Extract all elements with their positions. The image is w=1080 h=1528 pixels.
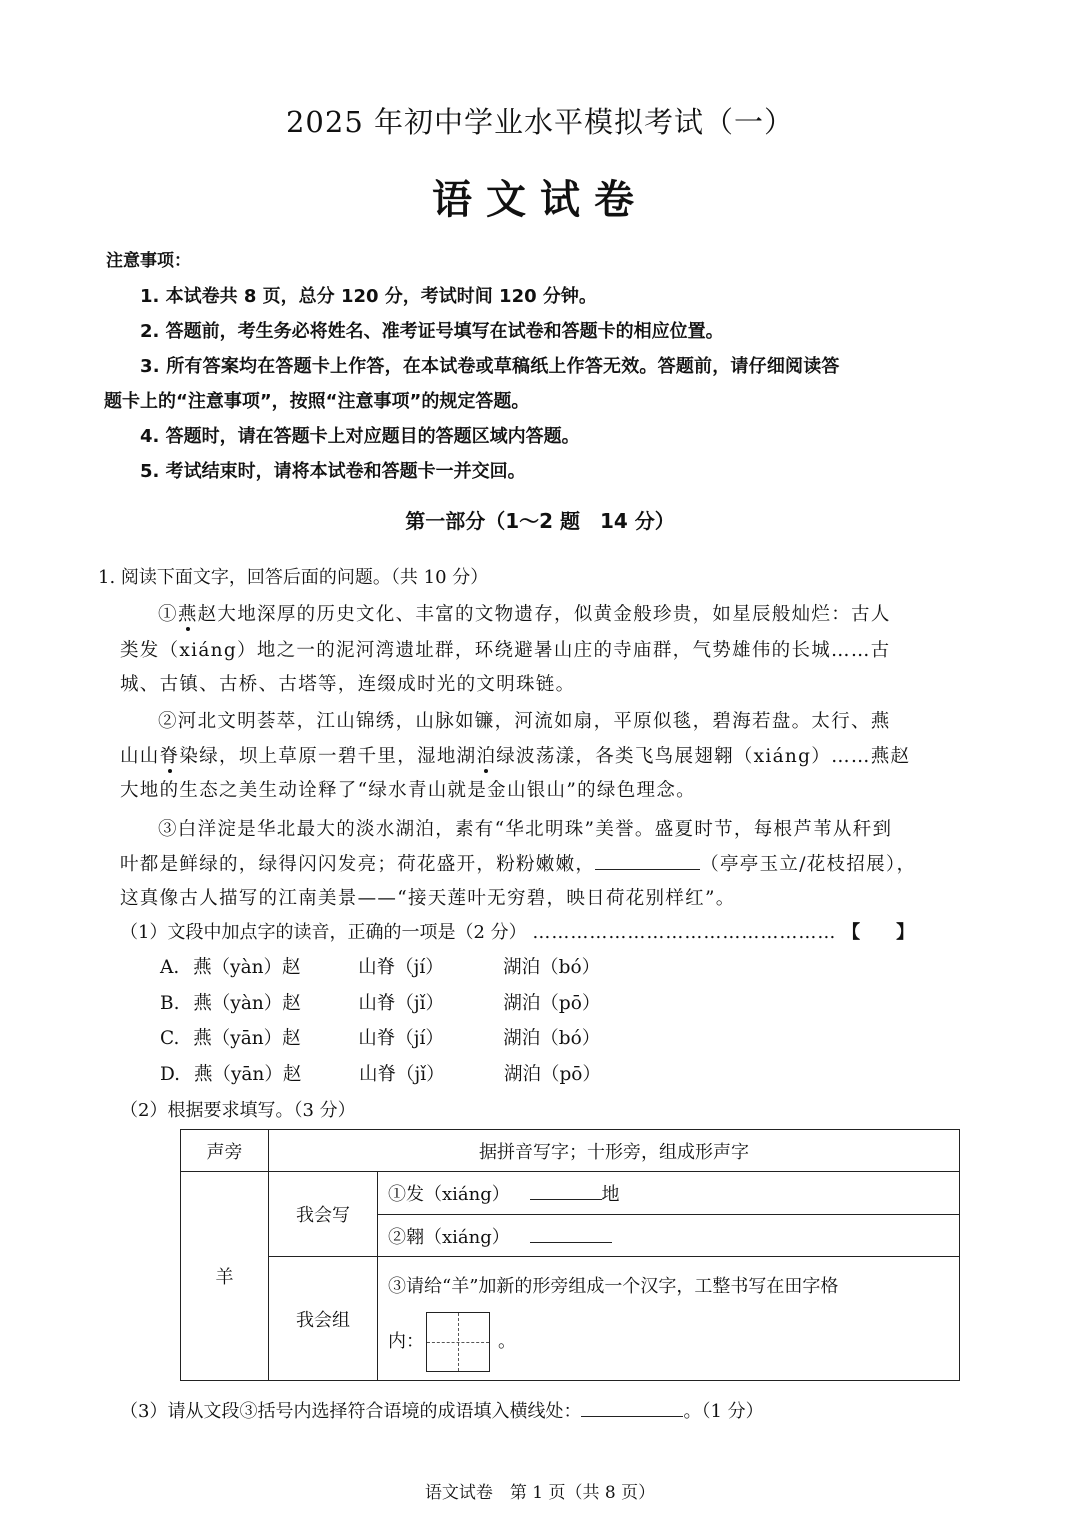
write-cell-1 — [378, 1172, 960, 1215]
option-c[interactable] — [160, 1024, 600, 1050]
option-choice: 燕（yàn）赵 — [193, 957, 301, 978]
answer-blank[interactable] — [530, 1199, 602, 1200]
passage-line: 类发（xiáng）地之一的泥河湾遗址群，环绕避暑山庄的寺庙群，气势雄伟的长城……古 — [120, 640, 891, 661]
passage-line — [120, 742, 910, 768]
option-choice: 湖泊（bó） — [503, 957, 601, 978]
dot-leader: ………………………………………… — [532, 922, 837, 943]
notice-item: 5. 考试结束时，请将本试卷和答题卡一并交回。 — [140, 461, 526, 482]
option-choice: 燕（yān）赵 — [193, 1064, 302, 1085]
option-label: D. — [160, 1064, 181, 1085]
passage-text: 染绿，坝上草原一碧千里，湿地湖 — [179, 746, 477, 767]
subquestion-text: 。（1 分） — [683, 1401, 764, 1422]
subquestion-3-stem — [120, 1397, 764, 1423]
notice-item: 1. 本试卷共 8 页，总分 120 分，考试时间 120 分钟。 — [140, 286, 597, 307]
question-1-stem: 1. 阅读下面文字，回答后面的问题。（共 10 分） — [98, 567, 489, 588]
answer-blank[interactable] — [530, 1242, 612, 1243]
passage-line — [120, 850, 916, 876]
notice-item: 2. 答题前，考生务必将姓名、准考证号填写在试卷和答题卡的相应位置。 — [140, 321, 724, 342]
dotted-char: 燕 — [177, 604, 198, 625]
option-choice: 山脊（jí） — [358, 1028, 444, 1049]
option-b[interactable] — [160, 989, 600, 1015]
option-choice: 山脊（jǐ） — [358, 993, 445, 1014]
notice-item: 4. 答题时，请在答题卡上对应题目的答题区域内答题。 — [140, 426, 580, 447]
prompt-text: ③请给“羊”加新的形旁组成一个汉字，工整书写在田字格 — [388, 1275, 839, 1297]
subquestion-2-stem: （2）根据要求填写。（3 分） — [120, 1100, 356, 1121]
passage-text: 山山 — [120, 746, 160, 767]
compose-cell — [378, 1257, 960, 1381]
option-choice: 燕（yān）赵 — [193, 1028, 301, 1049]
prompt-text: ②翱（xiáng） — [388, 1226, 510, 1248]
subquestion-text: （3）请从文段③括号内选择符合语境的成语填入横线处： — [120, 1401, 582, 1422]
option-choice: 燕（yàn）赵 — [193, 993, 301, 1014]
answer-bracket[interactable]: 【 】 — [842, 922, 915, 943]
passage-line — [158, 600, 891, 626]
subquestion-1-stem — [120, 918, 914, 944]
answer-blank[interactable] — [581, 1416, 683, 1417]
prompt-text: 地 — [601, 1184, 620, 1205]
option-label: C. — [160, 1028, 180, 1049]
option-choice: 湖泊（bó） — [503, 1028, 601, 1049]
passage-text: （亭亭玉立/花枝招展）， — [700, 854, 917, 875]
option-d[interactable] — [160, 1060, 601, 1086]
dotted-char: 泊 — [476, 746, 497, 767]
notice-item: 3. 所有答案均在答题卡上作答，在本试卷或草稿纸上作答无效。答题前，请仔细阅读答 — [140, 356, 840, 377]
table-header: 据拼音写字；十形旁，组成形声字 — [269, 1130, 960, 1172]
answer-blank[interactable] — [595, 869, 700, 870]
passage-text: ① — [158, 604, 178, 625]
write-cell-2 — [378, 1215, 960, 1257]
tianzige-grid[interactable] — [426, 1312, 490, 1372]
passage-line: ③白洋淀是华北最大的淡水湖泊，素有“华北明珠”美誉。盛夏时节，每根芦苇从秆到 — [158, 819, 893, 840]
option-label: B. — [160, 993, 180, 1014]
row-label: 我会组 — [269, 1257, 378, 1381]
passage-line: 城、古镇、古桥、古塔等，连缀成时光的文明珠链。 — [120, 674, 576, 695]
subquestion-text: （1）文段中加点字的读音，正确的一项是（2 分） — [120, 922, 527, 943]
subject-title: 语文试卷 — [432, 177, 648, 223]
character-table — [180, 1129, 960, 1381]
notice-heading: 注意事项： — [106, 251, 191, 271]
table-header: 声旁 — [181, 1130, 269, 1172]
exam-title: 2025 年初中学业水平模拟考试（一） — [285, 105, 795, 139]
notice-item: 题卡上的“注意事项”，按照“注意事项”的规定答题。 — [104, 391, 530, 412]
passage-line: 这真像古人描写的江南美景——“接天莲叶无穷碧，映日荷花别样红”。 — [120, 888, 736, 909]
passage-text: 赵大地深厚的历史文化、丰富的文物遗存，似黄金般珍贵，如星辰般灿烂：古人 — [197, 604, 891, 625]
passage-text: 绿波荡漾，各类飞鸟展翅翱（xiáng）……燕赵 — [496, 746, 911, 767]
option-choice: 山脊（jǐ） — [358, 1064, 445, 1085]
dotted-char: 脊 — [159, 746, 180, 767]
prompt-text: 内： — [388, 1330, 424, 1352]
passage-line: 大地的生态之美生动诠释了“绿水青山就是金山银山”的绿色理念。 — [120, 780, 696, 801]
option-choice: 山脊（jí） — [358, 957, 444, 978]
passage-line: ②河北文明荟萃，江山锦绣，山脉如镰，河流如扇，平原似毯，碧海若盘。太行、燕 — [158, 711, 891, 732]
option-label: A. — [160, 957, 180, 978]
option-a[interactable] — [160, 953, 600, 979]
prompt-text: 。 — [498, 1330, 516, 1352]
radical-cell: 羊 — [181, 1172, 269, 1381]
option-choice: 湖泊（pō） — [503, 993, 601, 1014]
section-title: 第一部分（1～2 题 14 分） — [405, 509, 675, 533]
page-footer: 语文试卷 第 1 页（共 8 页） — [424, 1483, 656, 1503]
row-label: 我会写 — [269, 1172, 378, 1257]
prompt-text: ①发（xiáng） — [388, 1184, 510, 1205]
passage-text: 叶都是鲜绿的，绿得闪闪发亮；荷花盛开，粉粉嫩嫩， — [120, 854, 596, 875]
option-choice: 湖泊（pō） — [503, 1064, 601, 1085]
